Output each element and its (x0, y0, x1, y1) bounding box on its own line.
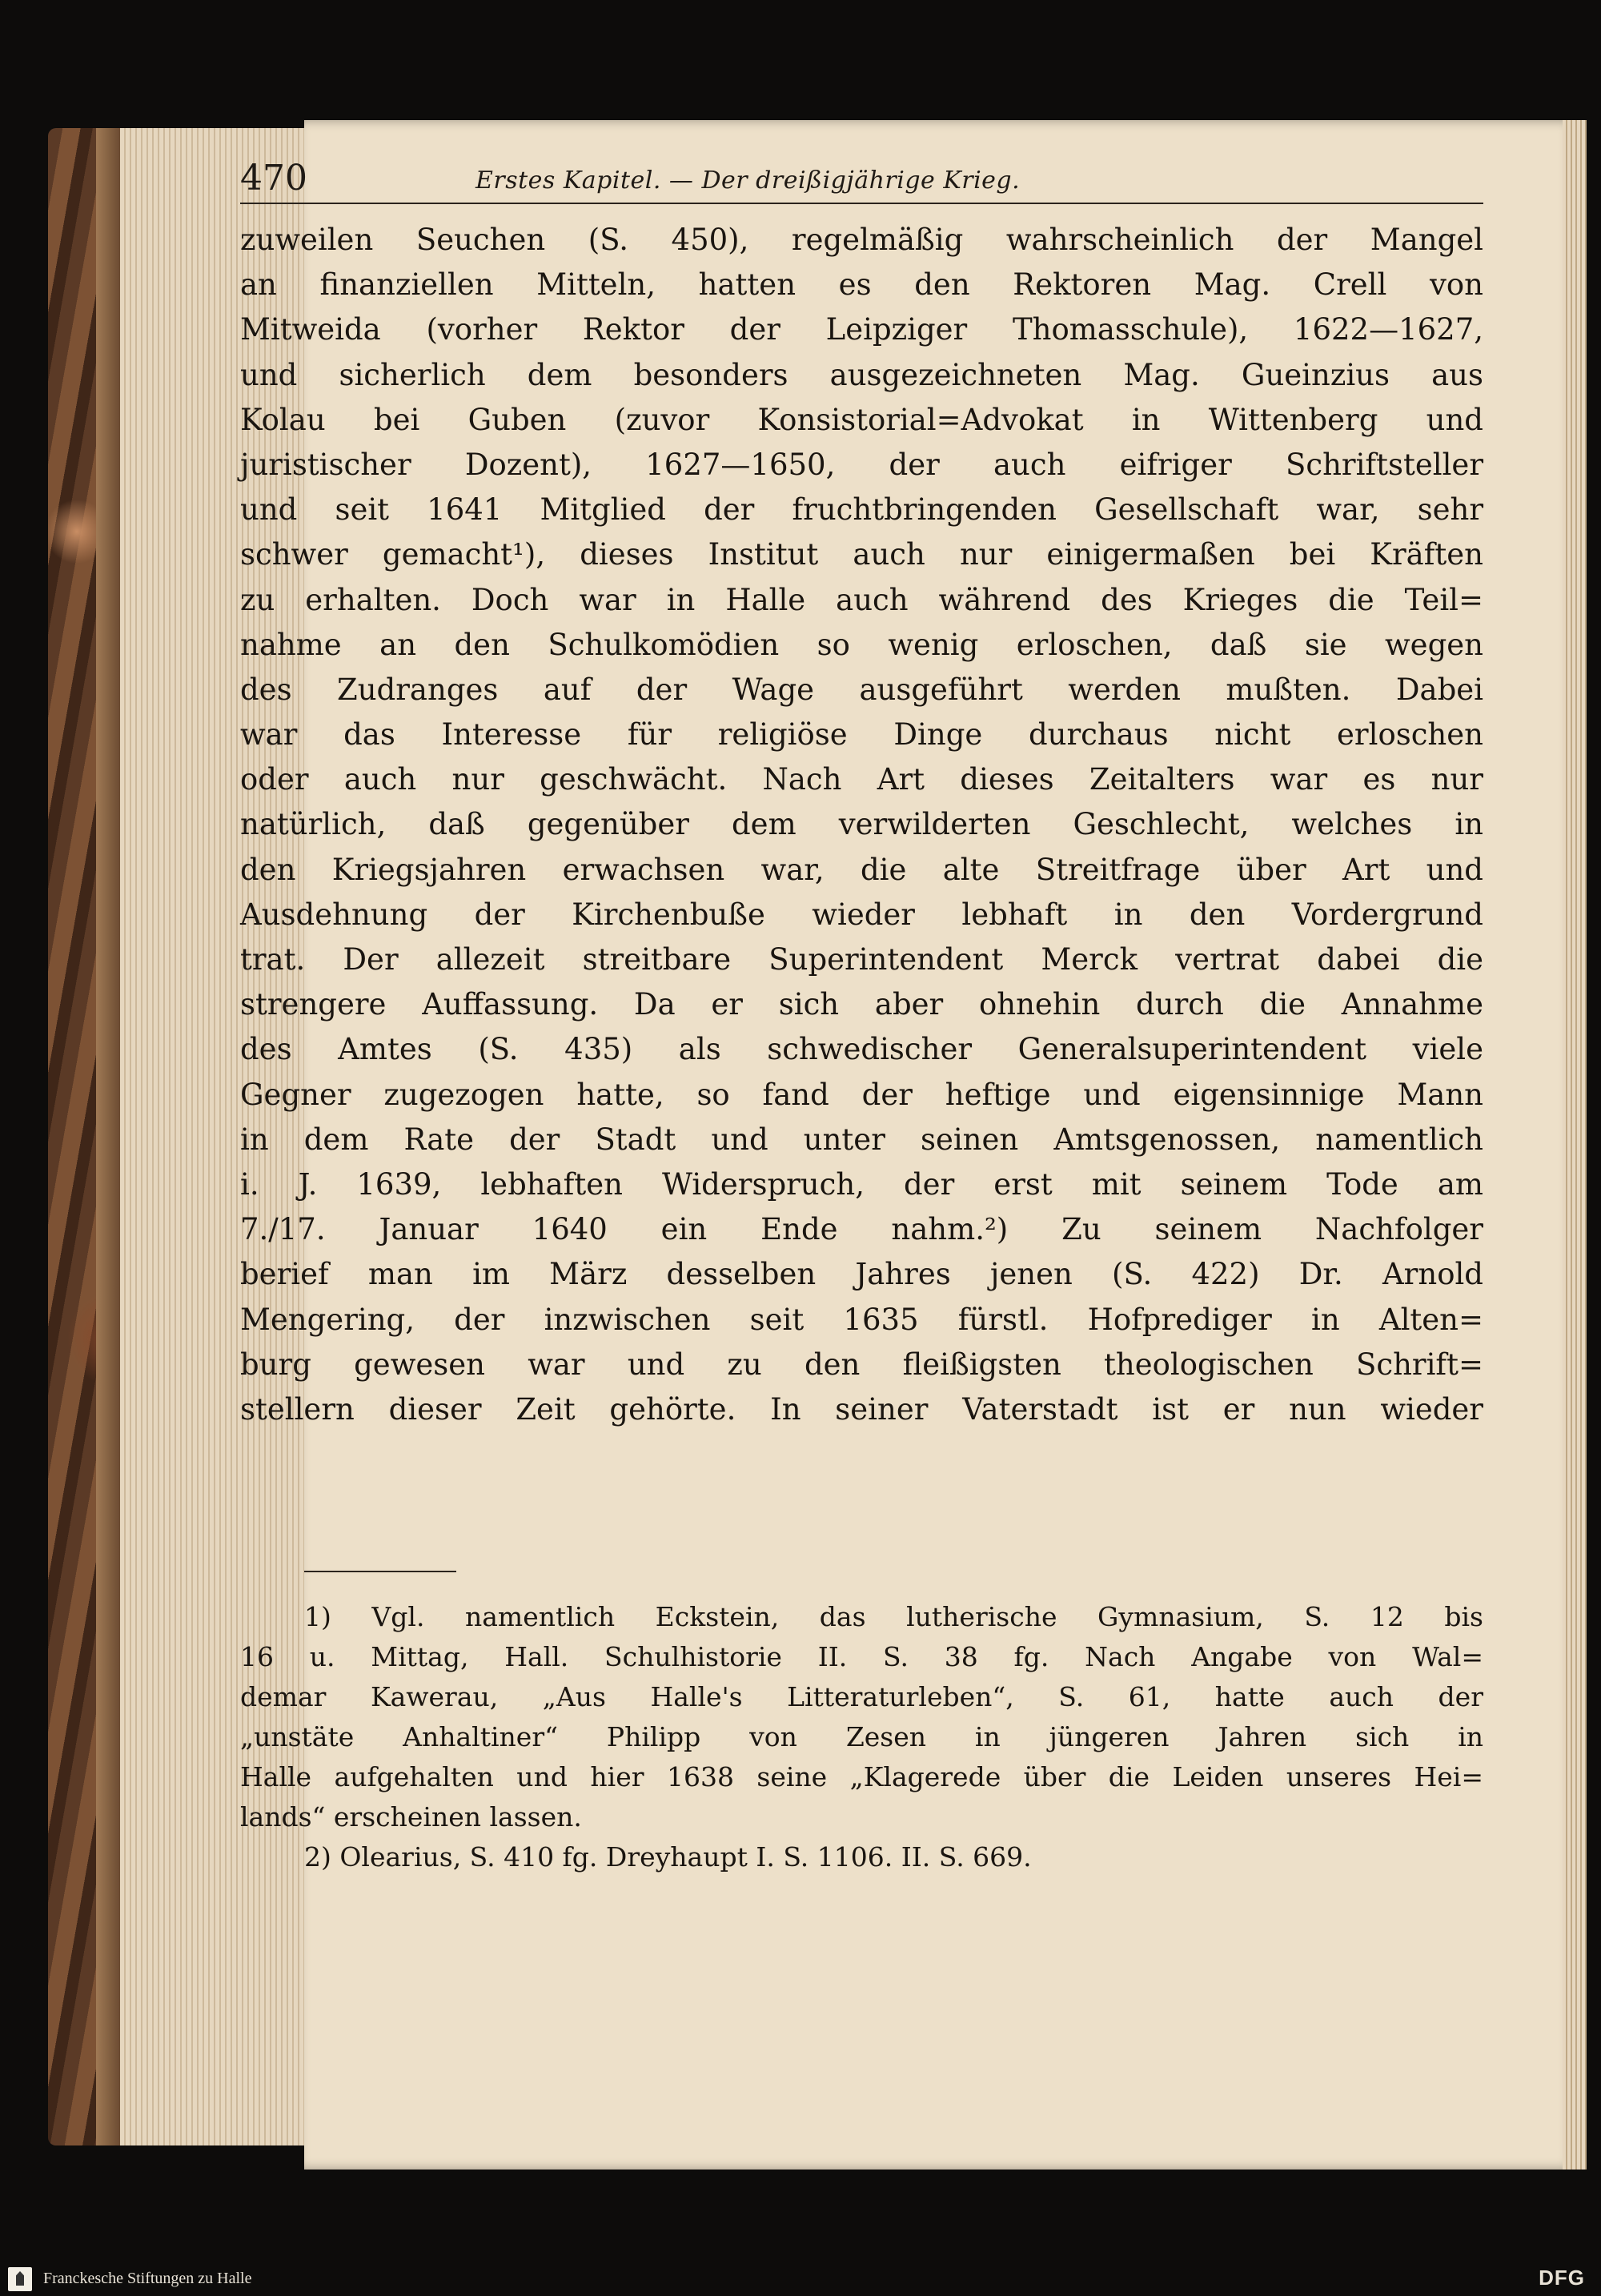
footnote-line: lands“ erscheinen lassen. (240, 1801, 582, 1832)
text-line: zu erhalten. Doch war in Halle auch während des Krieges die Teil= (240, 582, 1483, 617)
page-number: 470 (240, 158, 307, 199)
text-line: und sicherlich dem besonders ausgezeichneten Mag. Gueinzius aus (240, 357, 1483, 392)
text-line: Kolau bei Guben (zuvor Konsistorial=Advokat in Wittenberg und (240, 402, 1483, 437)
running-head: Erstes Kapitel. — Der dreißigjährige Krieg. (475, 167, 1021, 195)
text-line: schwer gemacht¹), dieses Institut auch nur einigermaßen bei Kräften (240, 537, 1483, 572)
text-line: natürlich, daß gegenüber dem verwilderten Geschlecht, welches in (240, 807, 1483, 842)
text-line: zuweilen Seuchen (S. 450), regelmäßig wahrscheinlich der Mangel (240, 223, 1483, 257)
page-edges-right (1563, 120, 1587, 2170)
text-line: trat. Der allezeit streitbare Superintendent Merck vertrat dabei die (240, 942, 1483, 977)
text-line: nahme an den Schulkomödien so wenig erloschen, daß sie wegen (240, 627, 1483, 662)
francke-foundations-logo-icon (8, 2267, 32, 2291)
text-line: des Zudranges auf der Wage ausgeführt werden mußten. Dabei (240, 672, 1483, 707)
footnote-line: 1) Vgl. namentlich Eckstein, das lutherische Gymnasium, S. 12 bis (304, 1601, 1483, 1632)
footnotes (240, 1597, 1483, 1877)
dfg-logo: DFG (1539, 2266, 1585, 2290)
text-line: stellern dieser Zeit gehörte. In seiner Vaterstadt ist er nun wieder (240, 1391, 1483, 1427)
text-line: strengere Auffassung. Da er sich aber ohnehin durch die Annahme (240, 987, 1483, 1022)
text-line: den Kriegsjahren erwachsen war, die alte Streitfrage über Art und (240, 852, 1483, 887)
text-line: des Amtes (S. 435) als schwedischer Generalsuperintendent viele (240, 1032, 1483, 1067)
footnote-line: 16 u. Mittag, Hall. Schulhistorie II. S. 38 fg. Nach Angabe von Wal= (240, 1641, 1483, 1672)
text-line: oder auch nur geschwächt. Nach Art dieses Zeitalters war es nur (240, 762, 1483, 797)
text-line: juristischer Dozent), 1627—1650, der auch eifriger Schriftsteller (240, 447, 1483, 482)
footnote-line: Halle aufgehalten und hier 1638 seine „Klagerede über die Leiden unseres Hei= (240, 1761, 1483, 1792)
text-line: Gegner zugezogen hatte, so fand der heftige und eigensinnige Mann (240, 1077, 1483, 1112)
footnote-rule (304, 1571, 456, 1572)
text-line: in dem Rate der Stadt und unter seinen Amtsgenossen, namentlich (240, 1122, 1483, 1157)
text-line: i. J. 1639, lebhaften Widerspruch, der erst mit seinem Tode am (240, 1166, 1483, 1202)
footnote-line: demar Kawerau, „Aus Halle's Litteraturleben“, S. 61, hatte auch der (240, 1681, 1483, 1712)
body-text (240, 218, 1483, 1432)
text-line: an finanziellen Mitteln, hatten es den Rektoren Mag. Crell von (240, 267, 1483, 303)
footnote-line: 2) Olearius, S. 410 fg. Dreyhaupt I. S. 1106. II. S. 669. (304, 1841, 1032, 1873)
page-header (240, 147, 1483, 204)
text-line: Mengering, der inzwischen seit 1635 fürstl. Hofprediger in Alten= (240, 1302, 1483, 1337)
text-line: burg gewesen war und zu den fleißigsten theologischen Schrift= (240, 1347, 1483, 1382)
text-line: Ausdehnung der Kirchenbuße wieder lebhaft in den Vordergrund (240, 897, 1483, 932)
text-line: und seit 1641 Mitglied der fruchtbringenden Gesellschaft war, sehr (240, 492, 1483, 528)
text-line: berief man im März desselben Jahres jenen (S. 422) Dr. Arnold (240, 1257, 1483, 1292)
footnote-line: „unstäte Anhaltiner“ Philipp von Zesen in jüngeren Jahren sich in (240, 1721, 1483, 1752)
institution-name: Franckesche Stiftungen zu Halle (43, 2270, 252, 2287)
text-line: Mitweida (vorher Rektor der Leipziger Thomasschule), 1622—1627, (240, 312, 1483, 347)
text-line: 7./17. Januar 1640 ein Ende nahm.²) Zu seinem Nachfolger (240, 1212, 1483, 1247)
text-line: war das Interesse für religiöse Dinge durchaus nicht erloschen (240, 717, 1483, 753)
footer-strip (0, 2262, 1601, 2296)
